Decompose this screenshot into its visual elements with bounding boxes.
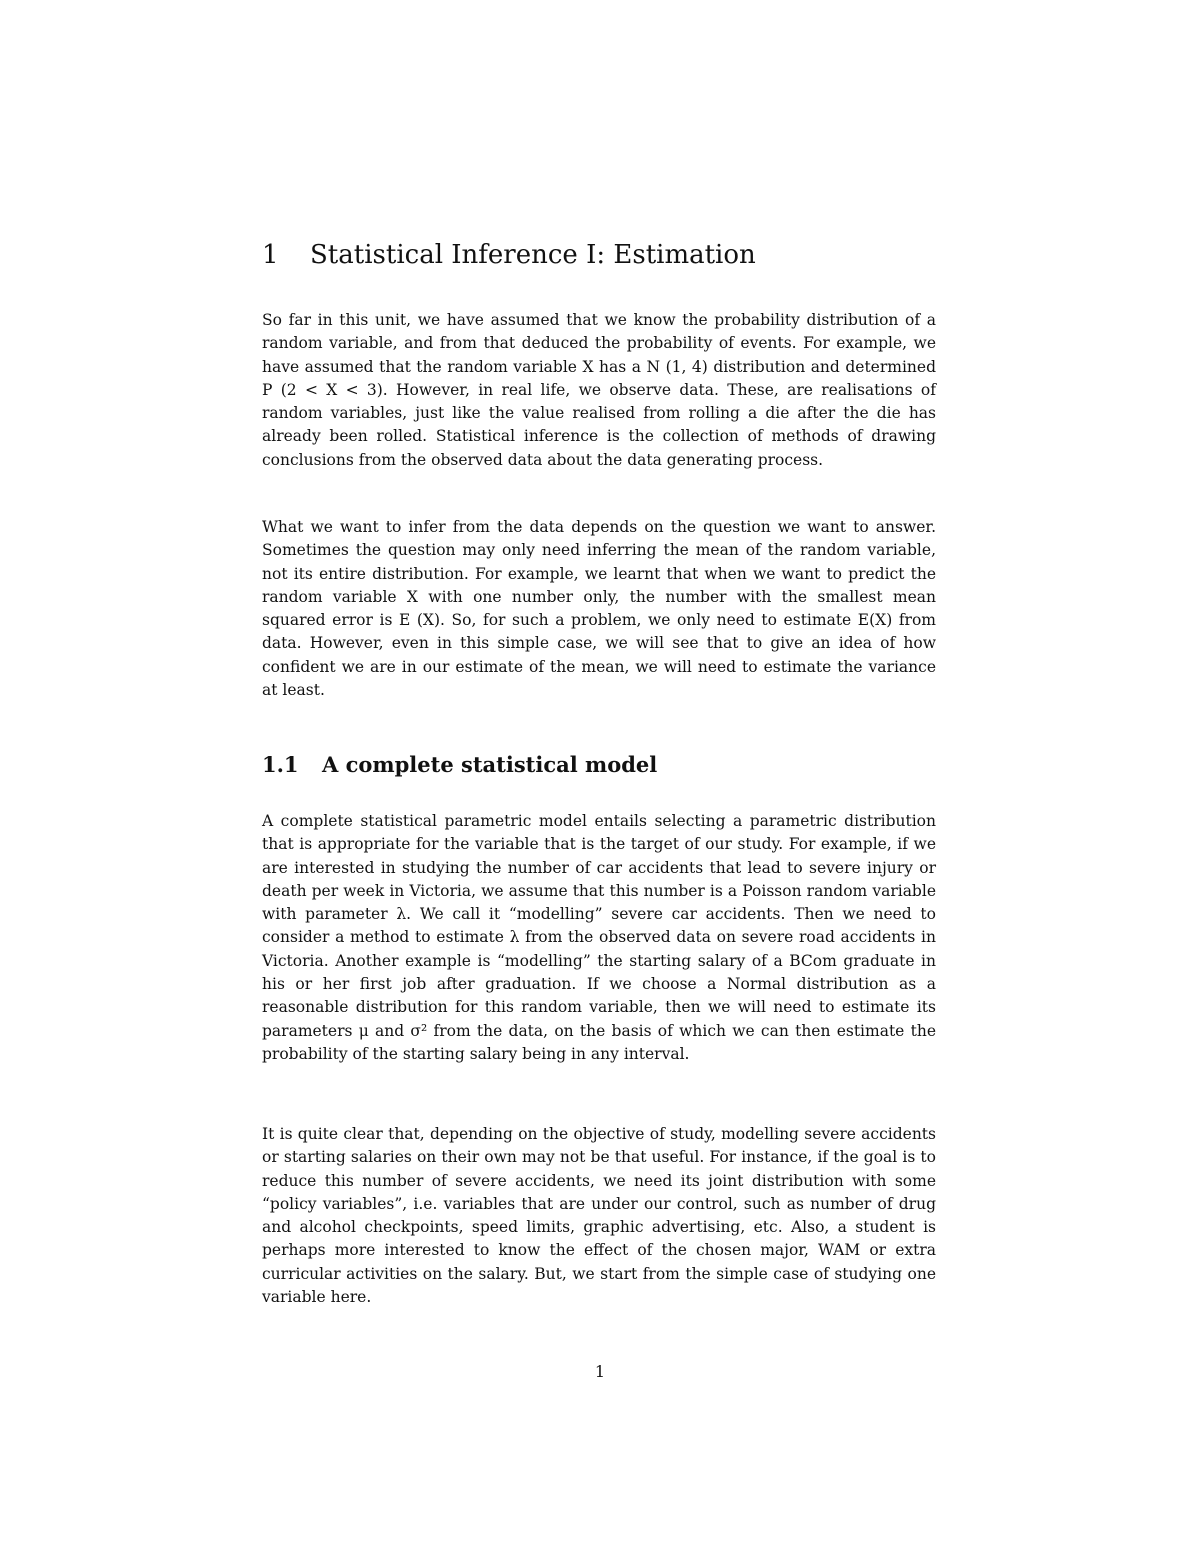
subsection-number: 1.1 bbox=[262, 752, 299, 777]
subsection-heading bbox=[262, 748, 942, 782]
page-number: 1 bbox=[594, 1362, 606, 1381]
section-heading bbox=[262, 234, 942, 276]
section-title-text: Statistical Inference I: Estimation bbox=[310, 240, 756, 270]
paragraph-model-1: A complete statistical parametric model entails selecting a parametric distribution that is appropriate for the variable that is the target of our study. For example, if we are interested in studying the number of car accidents that lead to severe injury or death per week in Victoria, we assume that this number is a Poisson random variable with parameter λ. We call it “modelling” severe car accidents. Then we need to consider a method to estimate λ from the observed data on severe road accidents in Victoria. Another example is “modelling” the starting salary of a BCom graduate in his or her first job after graduation. If we choose a Normal distribution as a reasonable distribution for this random variable, then we will need to estimate its parameters μ and σ² from the data, on the basis of which we can then estimate the probability of the starting salary being in any interval. bbox=[262, 812, 936, 1063]
paragraph-model-2: It is quite clear that, depending on the objective of study, modelling severe accidents or starting salaries on their own may not be that useful. For instance, if the goal is to reduce this number of severe accidents, we need its joint distribution with some “policy variables”, i.e. variables that are under our control, such as number of drug and alcohol checkpoints, speed limits, graphic advertising, etc. Also, a student is perhaps more interested to know the effect of the chosen major, WAM or extra curricular activities on the salary. But, we start from the simple case of studying one variable here. bbox=[262, 1125, 936, 1307]
paragraph-intro-1: So far in this unit, we have assumed that we know the probability distribution of a random variable, and from that deduced the probability of events. For example, we have assumed that the random variable X has a N (1, 4) distribution and determined P (2 < X < 3). However, in real life, we observe data. These, are realisations of random variables, just like the value realised from rolling a die after the die has already been rolled. Statistical inference is the collection of methods of drawing conclusions from the observed data about the data generating process. bbox=[262, 311, 936, 469]
paragraph-intro-2: What we want to infer from the data depends on the question we want to answer. Sometimes the question may only need inferring the mean of the random variable, not its entire distribution. For example, we learnt that when we want to predict the random variable X with one number only, the number with the smallest mean squared error is E (X). So, for such a problem, we only need to estimate E(X) from data. However, even in this simple case, we will see that to give an idea of how confident we are in our estimate of the mean, we will need to estimate the variance at least. bbox=[262, 518, 936, 700]
section-number: 1 bbox=[262, 240, 279, 270]
subsection-title-text: A complete statistical model bbox=[322, 752, 658, 777]
